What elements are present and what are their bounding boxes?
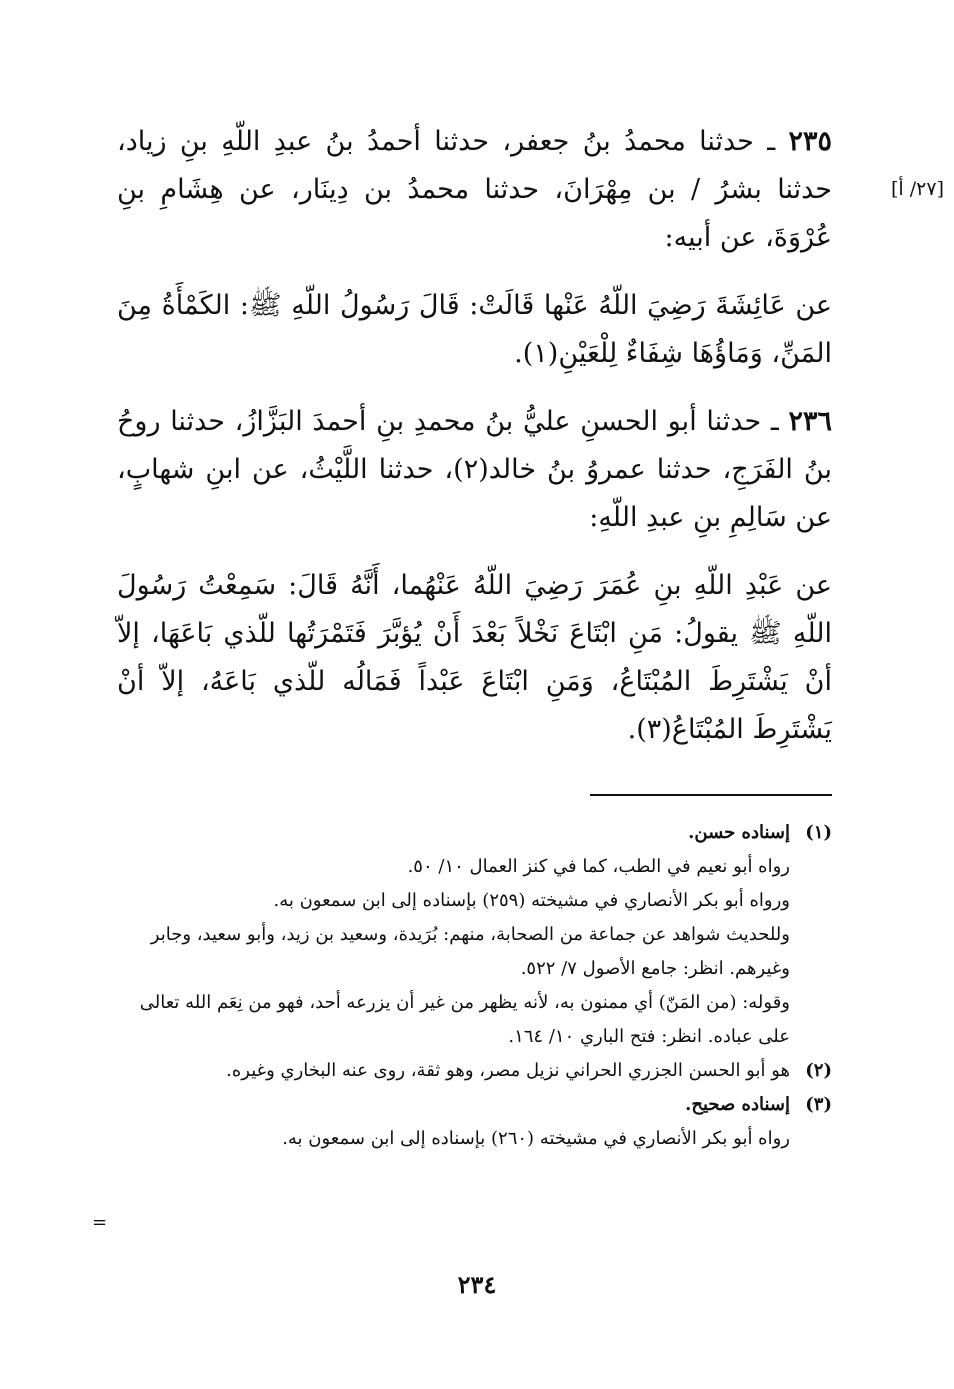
footnote-line: رواه أبو بكر الأنصاري في مشيخته (٢٦٠) بإسناده إلى ابن سمعون به. (282, 1128, 790, 1149)
hadith-236 (117, 398, 832, 542)
hadith-235 (117, 118, 832, 262)
footnote-body (112, 1088, 790, 1156)
main-text (117, 118, 832, 774)
footnote-line: وقوله: (من المَنّ) أي ممنون به، لأنه يظهر من غير أن يزرعه أحد، فهو من نِعَم الله تعالى على عباده. انظر: فتح الباري ١٠/ ١٦٤. (139, 992, 790, 1047)
hadith-235-matn: عن عَائِشَةَ رَضِيَ اللّهُ عَنْها قَالَتْ: قَالَ رَسُولُ اللّهِ ﷺ: الكَمْأَةُ مِنَ المَنِّ، وَمَاؤُهَا شِفَاءٌ لِلْعَيْنِ(١). (117, 290, 832, 369)
hadith-236-isnad (117, 398, 832, 542)
footnote-number: (٢) (805, 1060, 832, 1081)
footnotes (112, 816, 832, 1156)
footnote-title: إسناده صحيح. (685, 1094, 790, 1115)
dash: ـ (761, 406, 789, 437)
manuscript-folio-ref: [٢٧/ أ] (891, 178, 944, 200)
footnote-body (112, 1054, 790, 1088)
footnote-title: إسناده حسن. (688, 822, 790, 843)
footnote-1 (112, 816, 832, 1054)
footnote-number: (٣) (805, 1094, 832, 1115)
hadith-number: ٢٣٥ (788, 126, 832, 157)
page-number: ٢٣٤ (457, 1270, 497, 1299)
hadith-236-matn-block (117, 562, 832, 754)
footnote-3 (112, 1088, 832, 1156)
footnote-line: هو أبو الحسن الجزري الحراني نزيل مصر، وهو ثقة، روى عنه البخاري وغيره. (226, 1060, 790, 1081)
footnote-line: وللحديث شواهد عن جماعة من الصحابة، منهم: بُرَيدة، وسعيد بن زيد، وأبو سعيد، وجابر وغيرهم. انظر: جامع الأصول ٧/ ٥٢٢. (150, 924, 790, 979)
footnote-line: ورواه أبو بكر الأنصاري في مشيخته (٢٥٩) بإسناده إلى ابن سمعون به. (273, 890, 790, 911)
isnad-text: حدثنا محمدُ بنُ جعفر، حدثنا أحمدُ بنُ عبدِ اللّهِ بنِ زياد، حدثنا بشرُ / بن مِهْرَانَ، حدثنا محمدُ بن دِينَار، عن هِشَامِ بنِ عُرْوَةَ، عن أبيه: (117, 126, 832, 253)
dash: ـ (753, 126, 789, 157)
isnad-text: حدثنا أبو الحسنِ عليُّ بنُ محمدِ بنِ أحمدَ البَزَّازُ، حدثنا روحُ بنُ الفَرَجِ، حدثنا عمروُ بنُ خالد(٢)، حدثنا اللَّيْثُ، عن ابنِ شهابٍ، عن سَالِمِ بنِ عبدِ اللّهِ: (117, 406, 832, 533)
hadith-235-matn-block (117, 282, 832, 378)
footnote-line: رواه أبو نعيم في الطب، كما في كنز العمال ١٠/ ٥٠. (407, 856, 790, 877)
footnote-separator (590, 794, 832, 796)
footnote-2 (112, 1054, 832, 1088)
hadith-236-matn: عن عَبْدِ اللّهِ بنِ عُمَرَ رَضِيَ اللّهُ عَنْهُما، أَنَّهُ قَالَ: سَمِعْتُ رَسُولَ اللّهِ ﷺ يقولُ: مَنِ ابْتَاعَ نَخْلاً بَعْدَ أَنْ يُؤبَّرَ فَتَمْرَتُها للّذي بَاعَهَا، إلاّ أنْ يَشْتَرِطَ المُبْتَاعُ، وَمَنِ ابْتَاعَ عَبْداً فَمَالُه للّذي بَاعَهُ، إلاّ أنْ يَشْتَرِطَ المُبْتَاعُ(٣). (117, 570, 832, 745)
hadith-number: ٢٣٦ (788, 406, 832, 437)
hadith-235-isnad (117, 118, 832, 262)
footnote-number: (١) (805, 822, 832, 843)
continuation-mark: = (92, 1212, 108, 1233)
footnote-body (112, 816, 790, 1054)
